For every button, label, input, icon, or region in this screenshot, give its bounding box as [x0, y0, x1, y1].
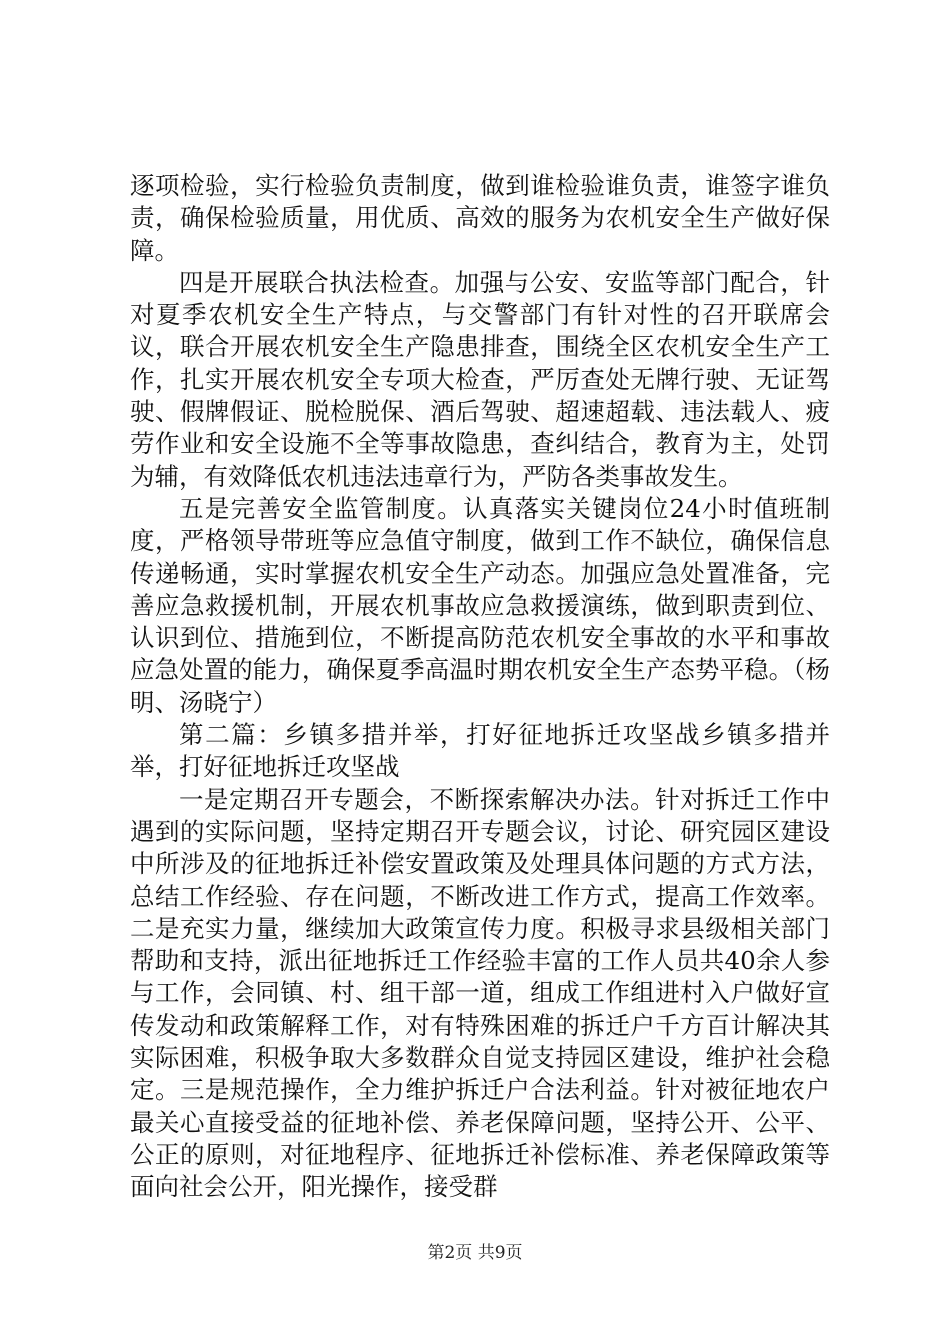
- page-footer: 第2页 共9页: [427, 1243, 523, 1263]
- paragraph-continuation: 逐项检验，实行检验负责制度，做到谁检验谁负责，谁签字谁负责，确保检验质量，用优质、高效的服务为农机安全生产做好保障。: [130, 171, 830, 265]
- paragraph-safety-supervision: 五是完善安全监管制度。认真落实关键岗位24小时值班制度，严格领导带班等应急值守制度，做到工作不缺位，确保信息传递畅通，实时掌握农机安全生产动态。加强应急处置准备，完善应急救援机制，开展农机事故应急救援演练，做到职责到位、认识到位、措施到位，不断提高防范农机安全事故的水平和事故应急处置的能力，确保夏季高温时期农机安全生产态势平稳。（杨明、汤晓宁）: [130, 493, 830, 717]
- paragraph-joint-law-enforcement: 四是开展联合执法检查。加强与公安、安监等部门配合，针对夏季农机安全生产特点，与交警部门有针对性的召开联席会议，联合开展农机安全生产隐患排查，围绕全区农机安全生产工作，扎实开展农机安全专项大检查，严厉查处无牌行驶、无证驾驶、假牌假证、脱检脱保、酒后驾驶、超速超载、违法载人、疲劳作业和安全设施不全等事故隐患，查纠结合，教育为主，处罚为辅，有效降低农机违法违章行为，严防各类事故发生。: [130, 267, 830, 491]
- paragraph-land-acquisition: 一是定期召开专题会，不断探索解决办法。针对拆迁工作中遇到的实际问题，坚持定期召开专题会议，讨论、研究园区建设中所涉及的征地拆迁补偿安置政策及处理具体问题的方式方法，总结工作经验、存在问题，不断改进工作方式，提高工作效率。二是充实力量，继续加大政策宣传力度。积极寻求县级相关部门帮助和支持，派出征地拆迁工作经验丰富的工作人员共40余人参与工作，会同镇、村、组干部一道，组成工作组进村入户做好宣传发动和政策解释工作，对有特殊困难的拆迁户千方百计解决其实际困难，积极争取大多数群众自觉支持园区建设，维护社会稳定。三是规范操作，全力维护拆迁户合法利益。针对被征地农户最关心直接受益的征地补偿、养老保障问题，坚持公开、公平、公正的原则，对征地程序、征地拆迁补偿标准、养老保障政策等面向社会公开，阳光操作，接受群: [130, 784, 830, 1202]
- document-body: [130, 170, 830, 1204]
- section-heading-second-article: 第二篇：乡镇多措并举，打好征地拆迁攻坚战乡镇多措并举，打好征地拆迁攻坚战: [130, 720, 830, 782]
